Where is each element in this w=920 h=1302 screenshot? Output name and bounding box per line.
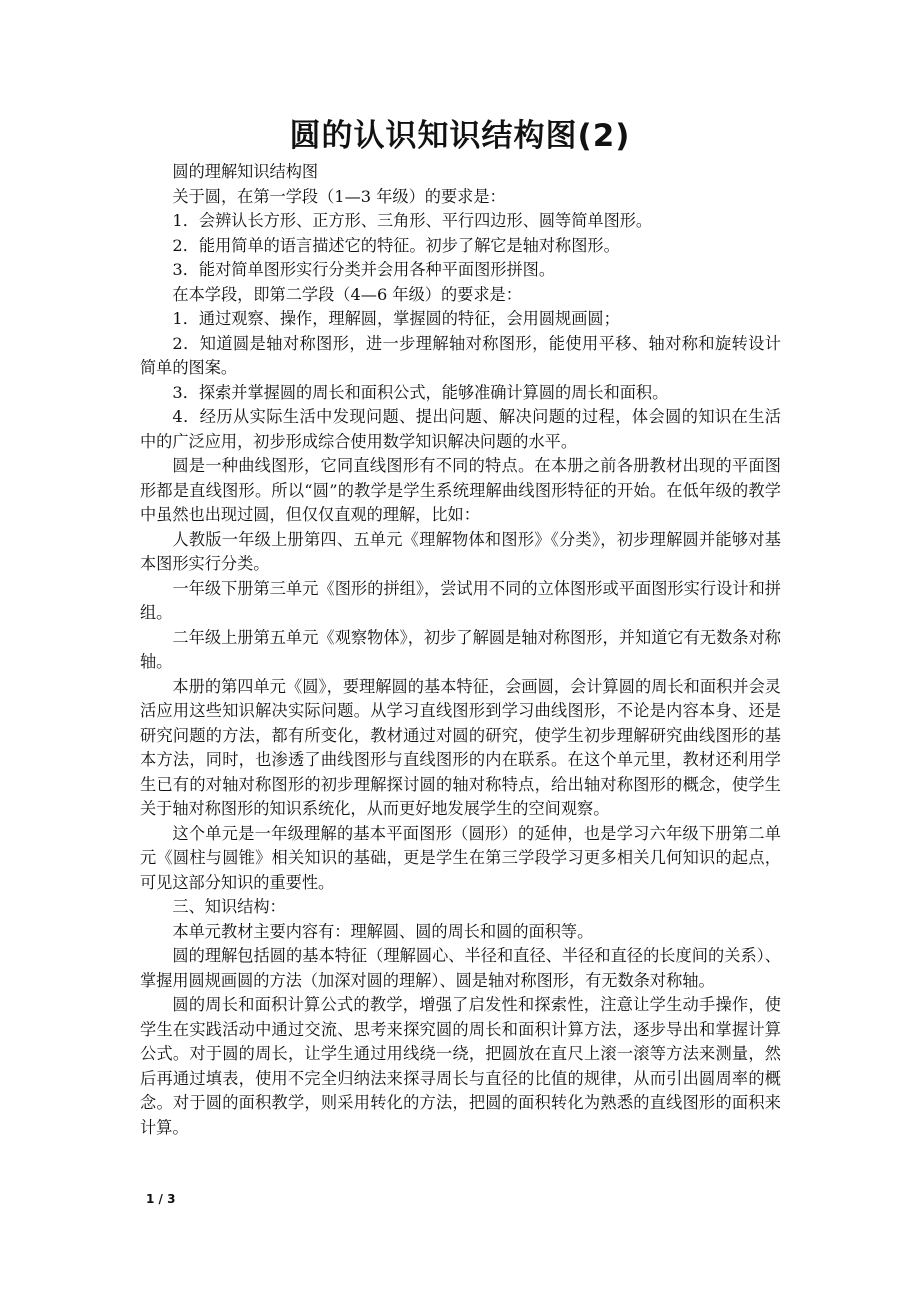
- paragraph: 二年级上册第五单元《观察物体》，初步了解圆是轴对称图形，并知道它有无数条对称轴。: [140, 627, 781, 671]
- paragraph: 1．通过观察、操作，理解圆，掌握圆的特征，会用圆规画圆；: [172, 309, 620, 328]
- paragraph: 3．探索并掌握圆的周长和面积公式，能够准确计算圆的周长和面积。: [172, 382, 669, 402]
- paragraph: 圆的理解知识结构图: [172, 162, 319, 181]
- paragraph: 本册的第四单元《圆》，要理解圆的基本特征，会画圆，会计算圆的周长和面积并会灵活应用这些知识解决实际问题。从学习直线图形到学习曲线图形，不论是内容本身、还是研究问题的方法，都有所变化，教材通过对圆的研究，使学生初步理解研究曲线图形的基本方法，同时，也渗透了曲线图形与直线图形的内在联系。在这个单元里，教材还利用学生已有的对轴对称图形的初步理解探讨圆的轴对称特点，给出轴对称图形的概念，使学生关于轴对称图形的知识系统化，从而更好地发展学生的空间观察。: [140, 676, 781, 818]
- paragraph: 一年级下册第三单元《图形的拼组》，尝试用不同的立体图形或平面图形实行设计和拼组。: [140, 578, 781, 622]
- paragraph: 4．经历从实际生活中发现问题、提出问题、解决问题的过程，体会圆的知识在生活中的广泛应用，初步形成综合使用数学知识解决问题的水平。: [140, 407, 781, 451]
- document-body: [140, 160, 781, 1140]
- paragraph: 这个单元是一年级理解的基本平面图形（圆形）的延伸，也是学习六年级下册第二单元《圆柱与圆锥》相关知识的基础，更是学生在第三学段学习更多相关几何知识的起点，可见这部分知识的重要性。: [140, 823, 781, 892]
- paragraph: 3．能对简单图形实行分类并会用各种平面图形拼图。: [172, 260, 556, 279]
- paragraph: 在本学段，即第二学段（4—6 年级）的要求是：: [172, 284, 522, 304]
- paragraph: 圆的周长和面积计算公式的教学，增强了启发性和探索性，注意让学生动手操作，使学生在实践活动中通过交流、思考来探究圆的周长和面积计算方法，逐步导出和掌握计算公式。对于圆的周长，让学生通过用线绕一绕，把圆放在直尺上滚一滚等方法来测量，然后再通过填表，使用不完全归纳法来探寻周长与直径的比值的规律，从而引出圆周率的概念。对于圆的面积教学，则采用转化的方法，把圆的面积转化为熟悉的直线图形的面积来计算。: [140, 995, 781, 1137]
- paragraph: 2．能用简单的语言描述它的特征。初步了解它是轴对称图形。: [172, 235, 620, 255]
- paragraph: 2．知道圆是轴对称图形，进一步理解轴对称图形，能使用平移、轴对称和旋转设计简单的图案。: [140, 333, 781, 377]
- paragraph: 圆的理解包括圆的基本特征（理解圆心、半径和直径、半径和直径的长度间的关系）、掌握用圆规画圆的方法（加深对圆的理解）、圆是轴对称图形，有无数条对称轴。: [140, 946, 781, 990]
- paragraph: 关于圆，在第一学段（1—3 年级）的要求是：: [172, 186, 506, 206]
- section-heading: 三、知识结构：: [172, 897, 286, 916]
- paragraph: 人教版一年级上册第四、五单元《理解物体和图形》《分类》，初步理解圆并能够对基本图形实行分类。: [140, 529, 781, 573]
- paragraph: 本单元教材主要内容有：理解圆、圆的周长和圆的面积等。: [172, 921, 594, 941]
- paragraph: 圆是一种曲线图形，它同直线图形有不同的特点。在本册之前各册教材出现的平面图形都是直线图形。所以“圆”的教学是学生系统理解曲线图形特征的开始。在低年级的教学中虽然也出现过圆，但仅仅直观的理解，比如：: [140, 456, 781, 524]
- paragraph: 1．会辨认长方形、正方形、三角形、平行四边形、圆等简单图形。: [172, 211, 653, 230]
- page-number: 1 / 3: [146, 1192, 176, 1206]
- document-title: 圆的认识知识结构图(2): [289, 118, 631, 154]
